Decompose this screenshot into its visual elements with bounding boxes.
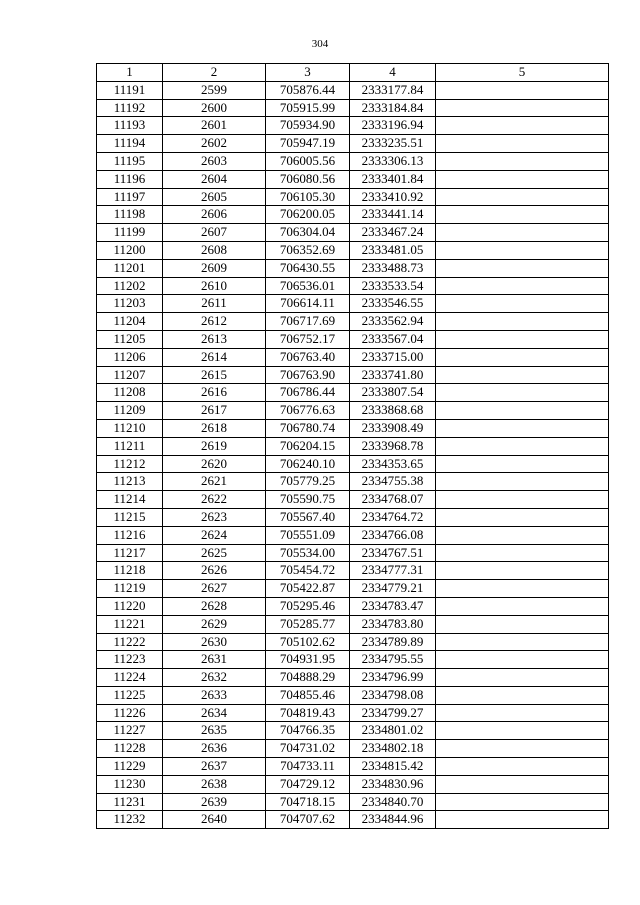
- table-cell: 2334353.65: [350, 455, 436, 473]
- table-cell: [436, 473, 609, 491]
- table-cell: 11209: [97, 402, 163, 420]
- table-cell: 2334815.42: [350, 758, 436, 776]
- table-row: [97, 135, 609, 153]
- table-cell: 11225: [97, 686, 163, 704]
- table-cell: 11192: [97, 99, 163, 117]
- table-cell: 704718.15: [266, 793, 350, 811]
- table-cell: [436, 419, 609, 437]
- table-row: [97, 580, 609, 598]
- table-cell: 2333410.92: [350, 188, 436, 206]
- column-header: 2: [163, 64, 266, 82]
- coordinates-table: [96, 63, 609, 829]
- table-cell: 704855.46: [266, 686, 350, 704]
- table-cell: 11199: [97, 224, 163, 242]
- table-cell: [436, 704, 609, 722]
- table-cell: 2600: [163, 99, 266, 117]
- table-cell: 11223: [97, 651, 163, 669]
- table-cell: 2333807.54: [350, 384, 436, 402]
- column-header: 4: [350, 64, 436, 82]
- table-cell: [436, 526, 609, 544]
- table-cell: 706763.40: [266, 348, 350, 366]
- table-cell: [436, 775, 609, 793]
- column-header: 1: [97, 64, 163, 82]
- table-cell: 2601: [163, 117, 266, 135]
- table-row: [97, 473, 609, 491]
- table-cell: 2609: [163, 259, 266, 277]
- table-cell: 705876.44: [266, 81, 350, 99]
- table-row: [97, 99, 609, 117]
- table-cell: [436, 740, 609, 758]
- table-cell: 2599: [163, 81, 266, 99]
- table-cell: 2604: [163, 170, 266, 188]
- table-row: [97, 811, 609, 829]
- table-row: [97, 704, 609, 722]
- table-cell: 2620: [163, 455, 266, 473]
- table-cell: 11221: [97, 615, 163, 633]
- table-cell: 2627: [163, 580, 266, 598]
- table-cell: 2611: [163, 295, 266, 313]
- table-cell: 2333533.54: [350, 277, 436, 295]
- table-cell: 2333488.73: [350, 259, 436, 277]
- table-cell: 2628: [163, 597, 266, 615]
- table-cell: 2603: [163, 152, 266, 170]
- table-cell: 705551.09: [266, 526, 350, 544]
- table-cell: 705295.46: [266, 597, 350, 615]
- table-cell: 2334789.89: [350, 633, 436, 651]
- table-cell: 2334783.80: [350, 615, 436, 633]
- table-cell: [436, 651, 609, 669]
- table-cell: 705102.62: [266, 633, 350, 651]
- table-cell: 2606: [163, 206, 266, 224]
- table-row: [97, 562, 609, 580]
- table-row: [97, 348, 609, 366]
- table-cell: 11215: [97, 508, 163, 526]
- table-cell: 2633: [163, 686, 266, 704]
- table-row: [97, 81, 609, 99]
- table-row: [97, 793, 609, 811]
- table-cell: 2617: [163, 402, 266, 420]
- column-header: 5: [436, 64, 609, 82]
- table-cell: [436, 188, 609, 206]
- table-cell: 11222: [97, 633, 163, 651]
- table-cell: 706005.56: [266, 152, 350, 170]
- table-row: [97, 330, 609, 348]
- table-cell: 706776.63: [266, 402, 350, 420]
- table-row: [97, 402, 609, 420]
- table-cell: 11198: [97, 206, 163, 224]
- table-cell: 704733.11: [266, 758, 350, 776]
- table-row: [97, 615, 609, 633]
- table-cell: [436, 437, 609, 455]
- table-cell: 705285.77: [266, 615, 350, 633]
- table-row: [97, 491, 609, 509]
- table-cell: [436, 544, 609, 562]
- table-row: [97, 669, 609, 687]
- table-cell: 706717.69: [266, 313, 350, 331]
- table-cell: 11193: [97, 117, 163, 135]
- table-cell: 705590.75: [266, 491, 350, 509]
- table-cell: 705567.40: [266, 508, 350, 526]
- table-cell: 704766.35: [266, 722, 350, 740]
- table-cell: 2640: [163, 811, 266, 829]
- table-cell: 706352.69: [266, 241, 350, 259]
- table-cell: [436, 241, 609, 259]
- table-cell: 11197: [97, 188, 163, 206]
- table-cell: 11196: [97, 170, 163, 188]
- table-cell: 2632: [163, 669, 266, 687]
- table-cell: [436, 384, 609, 402]
- table-cell: [436, 295, 609, 313]
- table-cell: [436, 686, 609, 704]
- table-cell: [436, 722, 609, 740]
- table-cell: 706240.10: [266, 455, 350, 473]
- table-cell: 2333441.14: [350, 206, 436, 224]
- table-cell: [436, 152, 609, 170]
- table-cell: 2615: [163, 366, 266, 384]
- table-cell: 2334844.96: [350, 811, 436, 829]
- table-cell: [436, 758, 609, 776]
- table-cell: 2334799.27: [350, 704, 436, 722]
- table-row: [97, 526, 609, 544]
- table-cell: 706614.11: [266, 295, 350, 313]
- table-row: [97, 775, 609, 793]
- table-cell: 706200.05: [266, 206, 350, 224]
- table-row: [97, 597, 609, 615]
- table-cell: 11202: [97, 277, 163, 295]
- table-cell: 2334783.47: [350, 597, 436, 615]
- table-row: [97, 170, 609, 188]
- table-row: [97, 455, 609, 473]
- table-cell: 11216: [97, 526, 163, 544]
- table-cell: [436, 402, 609, 420]
- table-cell: 11232: [97, 811, 163, 829]
- table-cell: 2334777.31: [350, 562, 436, 580]
- table-cell: 11191: [97, 81, 163, 99]
- table-cell: 2629: [163, 615, 266, 633]
- table-cell: [436, 793, 609, 811]
- table-cell: [436, 330, 609, 348]
- table-cell: 2333968.78: [350, 437, 436, 455]
- table-cell: [436, 455, 609, 473]
- table-cell: 11206: [97, 348, 163, 366]
- table-cell: [436, 224, 609, 242]
- table-row: [97, 633, 609, 651]
- table-row: [97, 188, 609, 206]
- table-cell: [436, 669, 609, 687]
- table-row: [97, 152, 609, 170]
- table-cell: 2334801.02: [350, 722, 436, 740]
- table-cell: 705534.00: [266, 544, 350, 562]
- table-cell: 2333868.68: [350, 402, 436, 420]
- table-cell: 2333567.04: [350, 330, 436, 348]
- table-row: [97, 437, 609, 455]
- table-row: [97, 366, 609, 384]
- table-cell: 2637: [163, 758, 266, 776]
- table-body: [97, 81, 609, 828]
- table-cell: 11214: [97, 491, 163, 509]
- table-cell: 11203: [97, 295, 163, 313]
- table-cell: 11224: [97, 669, 163, 687]
- table-cell: 11205: [97, 330, 163, 348]
- table-cell: [436, 99, 609, 117]
- table-cell: 705947.19: [266, 135, 350, 153]
- table-cell: 705934.90: [266, 117, 350, 135]
- table-cell: 704729.12: [266, 775, 350, 793]
- table-cell: 2623: [163, 508, 266, 526]
- table-cell: 704731.02: [266, 740, 350, 758]
- table-cell: 2333741.80: [350, 366, 436, 384]
- table-cell: 2334795.55: [350, 651, 436, 669]
- table-row: [97, 313, 609, 331]
- table-cell: [436, 348, 609, 366]
- table-cell: 2624: [163, 526, 266, 544]
- table-cell: 2333184.84: [350, 99, 436, 117]
- table-cell: 704819.43: [266, 704, 350, 722]
- table-row: [97, 508, 609, 526]
- table-cell: [436, 580, 609, 598]
- table-cell: 2608: [163, 241, 266, 259]
- table-cell: 11194: [97, 135, 163, 153]
- table-row: [97, 241, 609, 259]
- table-cell: [436, 277, 609, 295]
- table-row: [97, 544, 609, 562]
- table-cell: 2334755.38: [350, 473, 436, 491]
- table-cell: 2631: [163, 651, 266, 669]
- table-cell: 706752.17: [266, 330, 350, 348]
- table-row: [97, 686, 609, 704]
- table-cell: 704707.62: [266, 811, 350, 829]
- table-cell: [436, 206, 609, 224]
- table-cell: 11213: [97, 473, 163, 491]
- table-cell: 2334840.70: [350, 793, 436, 811]
- table-cell: 2605: [163, 188, 266, 206]
- table-cell: [436, 562, 609, 580]
- table-cell: 2333401.84: [350, 170, 436, 188]
- table-cell: [436, 135, 609, 153]
- table-cell: 2602: [163, 135, 266, 153]
- table-cell: 706080.56: [266, 170, 350, 188]
- table-cell: 11201: [97, 259, 163, 277]
- table-cell: 2626: [163, 562, 266, 580]
- table-cell: 2333908.49: [350, 419, 436, 437]
- table-cell: 706204.15: [266, 437, 350, 455]
- table-cell: 11219: [97, 580, 163, 598]
- table-cell: 2334796.99: [350, 669, 436, 687]
- page-number: 304: [311, 38, 329, 50]
- table-cell: 2638: [163, 775, 266, 793]
- table-cell: [436, 811, 609, 829]
- table-cell: 2625: [163, 544, 266, 562]
- table-cell: 2333467.24: [350, 224, 436, 242]
- table-cell: 2333235.51: [350, 135, 436, 153]
- table-cell: 11218: [97, 562, 163, 580]
- table-cell: 11226: [97, 704, 163, 722]
- column-header: 3: [266, 64, 350, 82]
- table-cell: [436, 615, 609, 633]
- table-row: [97, 277, 609, 295]
- table-cell: 11212: [97, 455, 163, 473]
- table-header-row: [97, 64, 609, 82]
- table-cell: 11227: [97, 722, 163, 740]
- table-cell: 2639: [163, 793, 266, 811]
- table-cell: 2333715.00: [350, 348, 436, 366]
- table-cell: 706780.74: [266, 419, 350, 437]
- table-cell: [436, 170, 609, 188]
- table-cell: 2630: [163, 633, 266, 651]
- table-cell: [436, 633, 609, 651]
- table-cell: 704931.95: [266, 651, 350, 669]
- table-cell: 11228: [97, 740, 163, 758]
- table-cell: 704888.29: [266, 669, 350, 687]
- table-cell: 11208: [97, 384, 163, 402]
- table-cell: 2622: [163, 491, 266, 509]
- table-cell: 706430.55: [266, 259, 350, 277]
- table-cell: 2334768.07: [350, 491, 436, 509]
- table-cell: 2619: [163, 437, 266, 455]
- table-cell: 11200: [97, 241, 163, 259]
- table-cell: 2334830.96: [350, 775, 436, 793]
- table-cell: 706536.01: [266, 277, 350, 295]
- table-row: [97, 206, 609, 224]
- table-cell: [436, 597, 609, 615]
- table-row: [97, 758, 609, 776]
- table-cell: 2333481.05: [350, 241, 436, 259]
- table-cell: 2618: [163, 419, 266, 437]
- table-row: [97, 722, 609, 740]
- table-cell: 2634: [163, 704, 266, 722]
- table-cell: 11229: [97, 758, 163, 776]
- table-cell: 705915.99: [266, 99, 350, 117]
- table-cell: 2333562.94: [350, 313, 436, 331]
- table-cell: 706105.30: [266, 188, 350, 206]
- table-cell: 2333546.55: [350, 295, 436, 313]
- table-cell: 2614: [163, 348, 266, 366]
- table-row: [97, 384, 609, 402]
- table-row: [97, 259, 609, 277]
- table-cell: 2334764.72: [350, 508, 436, 526]
- table-cell: 2334798.08: [350, 686, 436, 704]
- table-cell: [436, 81, 609, 99]
- table-cell: 2333177.84: [350, 81, 436, 99]
- table-cell: 706786.44: [266, 384, 350, 402]
- table-cell: 11195: [97, 152, 163, 170]
- table-cell: 11207: [97, 366, 163, 384]
- table-cell: 2333306.13: [350, 152, 436, 170]
- table-cell: [436, 491, 609, 509]
- table-cell: 706304.04: [266, 224, 350, 242]
- table-row: [97, 295, 609, 313]
- table-cell: 11220: [97, 597, 163, 615]
- table-cell: 2616: [163, 384, 266, 402]
- table-cell: 2334766.08: [350, 526, 436, 544]
- table-cell: [436, 117, 609, 135]
- table-cell: 11211: [97, 437, 163, 455]
- table-cell: [436, 313, 609, 331]
- table-row: [97, 651, 609, 669]
- table-cell: 11231: [97, 793, 163, 811]
- table-row: [97, 740, 609, 758]
- table-cell: 2612: [163, 313, 266, 331]
- table-row: [97, 117, 609, 135]
- table-cell: [436, 508, 609, 526]
- table-cell: 11210: [97, 419, 163, 437]
- table-cell: 705779.25: [266, 473, 350, 491]
- table-cell: 2334802.18: [350, 740, 436, 758]
- table-cell: 2334779.21: [350, 580, 436, 598]
- table-cell: 705422.87: [266, 580, 350, 598]
- table-row: [97, 419, 609, 437]
- table-cell: 11204: [97, 313, 163, 331]
- table-cell: [436, 259, 609, 277]
- table-cell: 11230: [97, 775, 163, 793]
- table-cell: 2613: [163, 330, 266, 348]
- table-cell: [436, 366, 609, 384]
- table-cell: 2334767.51: [350, 544, 436, 562]
- table-cell: 2607: [163, 224, 266, 242]
- table-cell: 2636: [163, 740, 266, 758]
- table-cell: 2621: [163, 473, 266, 491]
- table-cell: 2610: [163, 277, 266, 295]
- table-cell: 2635: [163, 722, 266, 740]
- table-cell: 705454.72: [266, 562, 350, 580]
- table-cell: 11217: [97, 544, 163, 562]
- table-cell: 706763.90: [266, 366, 350, 384]
- table-row: [97, 224, 609, 242]
- table-cell: 2333196.94: [350, 117, 436, 135]
